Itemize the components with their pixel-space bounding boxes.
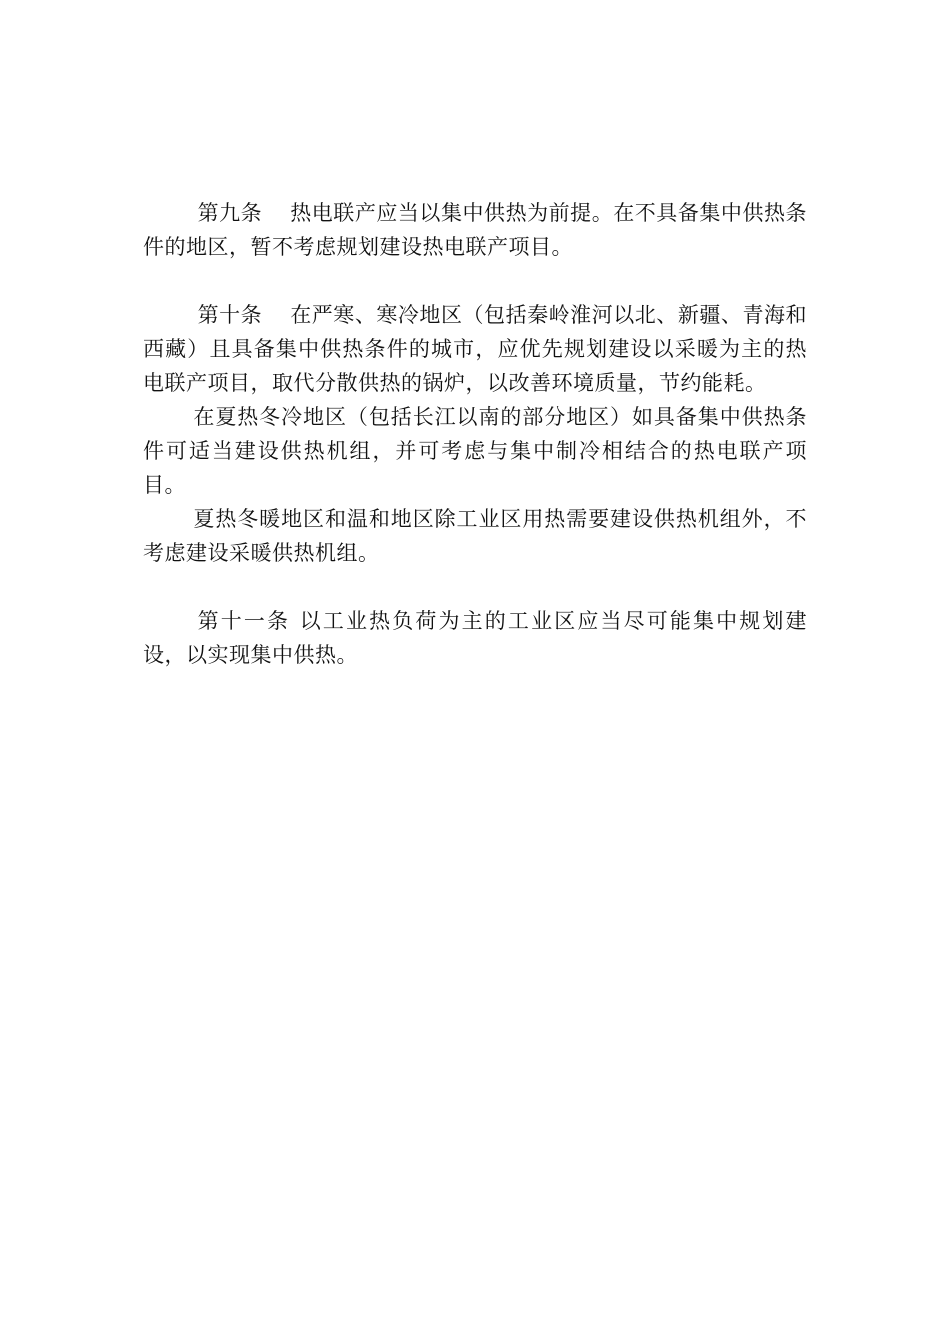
article-10-text-2: 在夏热冬冷地区（包括长江以南的部分地区）如具备集中供热条件可适当建设供热机组，并可考虑与集中制冷相结合的热电联产项目。 [143,405,807,497]
document-body [143,196,807,672]
article-10-paragraph-3 [143,502,807,570]
article-11 [143,604,807,672]
article-9-label: 第九条 [197,201,263,225]
article-11-paragraph [143,604,807,672]
article-10-text-1: 在严寒、寒冷地区（包括秦岭淮河以北、新疆、青海和西藏）且具备集中供热条件的城市，应优先规划建设以采暖为主的热电联产项目，取代分散供热的锅炉，以改善环境质量，节约能耗。 [143,303,808,395]
article-11-text: 以工业热负荷为主的工业区应当尽可能集中规划建设，以实现集中供热。 [143,609,808,667]
article-10-paragraph-1 [143,298,807,400]
article-10-paragraph-2 [143,400,807,502]
article-10 [143,298,807,570]
article-9-text: 热电联产应当以集中供热为前提。在不具备集中供热条件的地区，暂不考虑规划建设热电联产项目。 [143,201,808,259]
article-11-label: 第十一条 [197,609,291,633]
article-9-paragraph [143,196,807,264]
article-9 [143,196,807,264]
article-10-label: 第十条 [197,303,263,327]
article-10-text-3: 夏热冬暖地区和温和地区除工业区用热需要建设供热机组外，不考虑建设采暖供热机组。 [143,507,807,565]
